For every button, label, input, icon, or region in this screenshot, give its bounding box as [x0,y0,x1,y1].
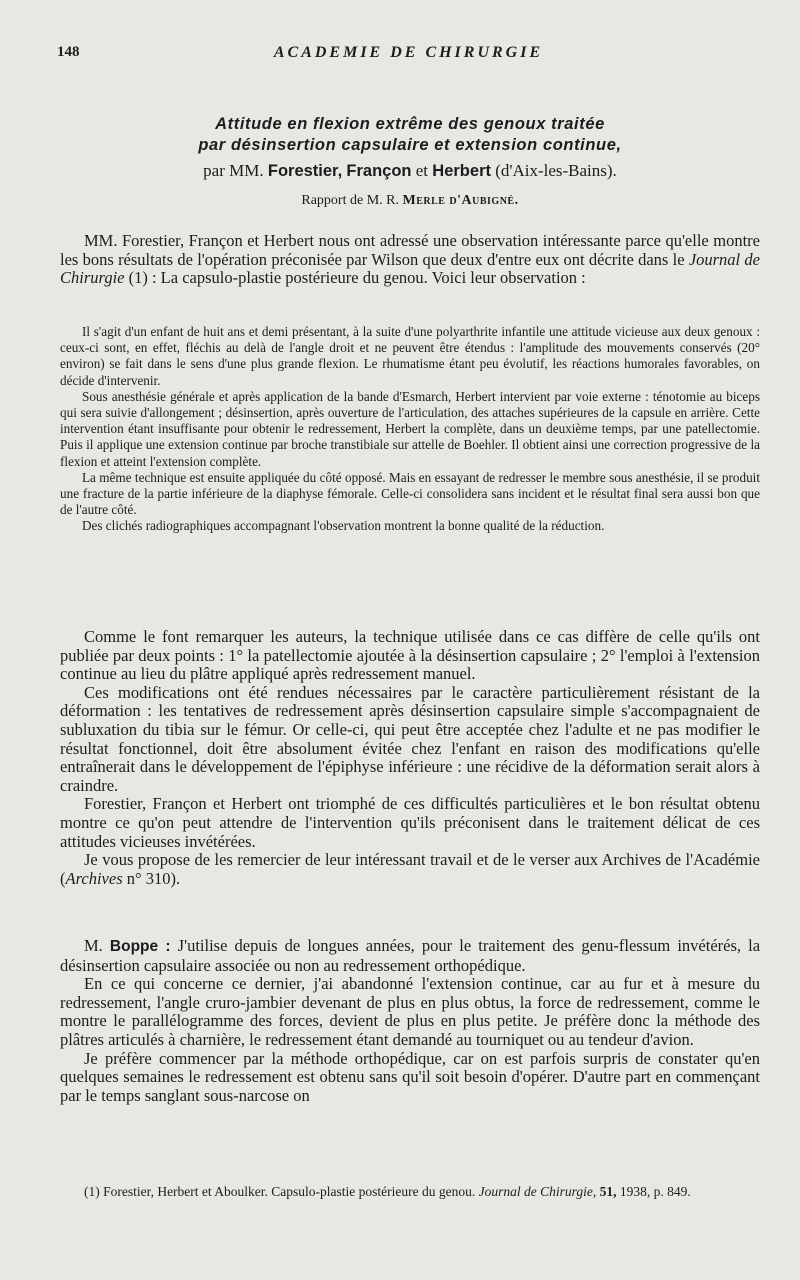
speaker-prefix: M. [84,936,103,955]
observation-paragraph-4: Des clichés radiographiques accompagnant l'observation montrent la bonne qualité de la réduction. [82,518,605,534]
page-number: 148 [57,44,80,60]
authors-prefix: par MM. [203,161,264,180]
author-forestier: Forestier, [267,162,343,180]
article-title-line-2: par désinsertion capsulaire et extension continue, [198,136,622,154]
intro-journal-ref: Journal de Chirurgie [60,249,760,288]
commentary-paragraph-1: Comme le font remarquer les auteurs, la technique utilisée dans ce cas diffère de celle qu'ils ont publiée par deux points : 1° la patellectomie ajoutée à la désinsertion capsulaire ; 2° l'emploi à l'extension continue au lieu du plâtre appliqué après redressement manuel. [60,627,760,684]
intro-section [60,232,760,288]
article-heading [60,114,760,209]
intro-text-after: (1) : La capsulo-plastie postérieure du genou. Voici leur observation : [124,268,586,288]
authors-affiliation: (d'Aix-les-Bains). [495,161,617,180]
rapport-line [60,193,760,209]
archives-ref: Archives [65,868,123,888]
discussion-p1-text: J'utilise depuis de longues années, pour le traitement des genu-flessum invétérés, la désinsertion capsulaire associée ou non au redressement orthopédique. [60,936,761,975]
rapporteur-name: Merle d'Aubigné. [402,193,519,208]
discussion-paragraph-3: Je préfère commencer par la méthode orthopédique, car on est parfois surpris de constater qu'en quelques semaines le redressement est obtenu sans qu'il soit besoin d'opérer. D'autre part en commençant par le temps sanglant sous-narcose on [60,1048,760,1105]
observation-paragraph-1: Il s'agit d'un enfant de huit ans et demi présentant, à la suite d'une polyarthrite infantile une attitude vicieuse aux deux genoux : ceux-ci sont, en effet, fléchis au delà de l'angle droit et ne peuvent être étendus : l'amplitude des mouvements conservés (20° environ) se fait dans le sens d'une plus grande flexion. Le rhumatisme étant peu évolutif, les réactions humorales favorables, on décide d'intervenir. [60,324,760,388]
footnote-text [60,1183,760,1200]
running-head [57,44,760,66]
commentary-section [60,628,760,888]
footnote [60,1183,760,1200]
discussion-paragraph-1 [60,937,760,975]
observation-paragraph-2: Sous anesthésie générale et après application de la bande d'Esmarch, Herbert intervient par voie externe : ténotomie au biceps qui sera suivie d'allongement ; désinsertion, après ouverture de l'articulation, des attaches supérieures de la capsule en arrière. Cette intervention étant insuffisante pour obtenir le redressement, Herbert la complète, dans un deuxième temps, par une patellectomie. Puis il applique une extension continue par broche transtibiale sur attelle de Boehler. Il obtient ainsi une correction progressive de la flexion et atteint l'extension complète. [60,388,760,469]
observation-section [60,324,760,535]
author-line [60,161,760,181]
rapport-prefix: Rapport de M. R. [301,193,399,208]
author-francon: Françon [346,162,412,180]
intro-text-before: MM. Forestier, Françon et Herbert nous ont adressé une observation intéressante parce qu'elle montre les bons résultats de l'opération préconisée par Wilson que deux d'entre eux ont décrite dans le [60,231,760,269]
footnote-text-after: 1938, p. 849. [616,1184,691,1199]
speaker-name: Boppe : [109,938,171,955]
commentary-paragraph-3: Forestier, Françon et Herbert ont triomphé de ces difficultés particulières et le bon résultat obtenu montre ce qu'on peut attendre de l'intervention qu'ils préconisent dans le traitement délicat de ces attitudes vicieuses invétérées. [60,794,760,851]
commentary-p4-after: n° 310). [122,868,181,888]
footnote-text-before: (1) Forestier, Herbert et Aboulker. Capsulo-plastie postérieure du genou. [84,1184,479,1199]
journal-name: ACADEMIE DE CHIRURGIE [273,44,544,61]
footnote-journal: Journal de Chirurgie, [478,1184,597,1199]
footnote-volume: 51, [599,1184,617,1199]
discussion-section [60,937,760,1105]
observation-paragraph-3: La même technique est ensuite appliquée du côté opposé. Mais en essayant de redresser le membre sous anesthésie, il se produit une fracture de la partie inférieure de la diaphyse fémorale. Celle-ci consolidera sans incident et le résultat final sera aussi bon que de l'autre côté. [60,469,760,518]
intro-paragraph [60,232,760,288]
commentary-paragraph-2: Ces modifications ont été rendues nécessaires par le caractère particulièrement résistant de la déformation : les tentatives de redressement après désinsertion capsulaire simple s'accompagnaient de subluxation du tibia sur le fémur. Or celle-ci, qui peut être acceptée chez l'adulte et ne pas modifier le résultat fonctionnel, doit être absolument évitée chez l'enfant en raison des modifications qu'elle entraînerait dans le développement de l'épiphyse inférieure : une récidive de la déformation serait alors à craindre. [60,682,760,795]
commentary-p4-before: Je vous propose de les remercier de leur intéressant travail et de le verser aux Archives de l'Académie ( [60,850,760,888]
commentary-paragraph-4 [60,851,760,888]
discussion-paragraph-2: En ce qui concerne ce dernier, j'ai abandonné l'extension continue, car au fur et à mesure du redressement, l'angle cruro-jambier devenant de plus en plus obtus, la force de redressement, comme le montre le parallélogramme des forces, devient de plus en plus petite. Je préfère donc la méthode des plâtres articulés à charnière, le redressement étant demandé au tourniquet ou au tendeur d'avion. [60,974,760,1049]
author-herbert: Herbert [432,162,491,180]
article-title-line-1: Attitude en flexion extrême des genoux traitée [215,115,605,133]
authors-and: et [415,161,429,180]
